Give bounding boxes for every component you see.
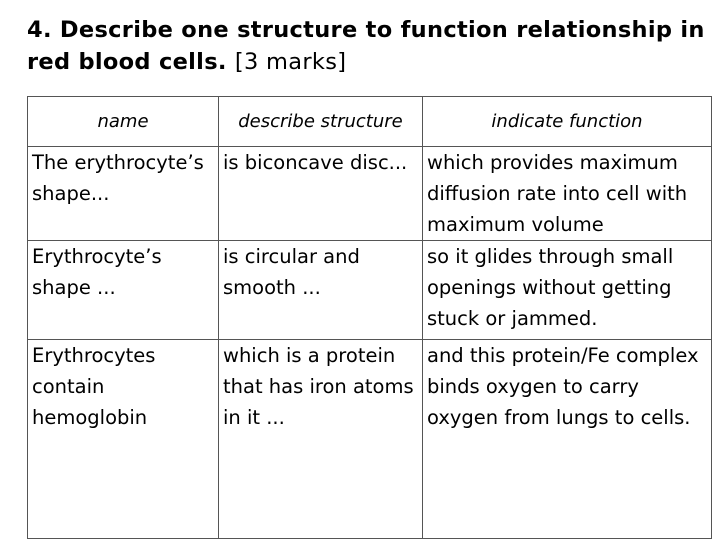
cell-function: which provides maximum diffusion rate into cell with maximum volume bbox=[423, 147, 712, 241]
cell-function: so it glides through small openings without getting stuck or jammed. bbox=[423, 241, 712, 340]
header-name: name bbox=[28, 97, 219, 147]
table-row bbox=[28, 241, 712, 340]
cell-name: Erythrocyte’s shape ... bbox=[28, 241, 219, 340]
cell-structure: which is a protein that has iron atoms in it ... bbox=[219, 340, 423, 539]
cell-structure: is circular and smooth ... bbox=[219, 241, 423, 340]
header-indicate-function: indicate function bbox=[423, 97, 712, 147]
structure-function-table bbox=[27, 96, 712, 539]
cell-name: Erythrocytes contain hemoglobin bbox=[28, 340, 219, 539]
cell-function: and this protein/Fe complex binds oxygen to carry oxygen from lungs to cells. bbox=[423, 340, 712, 539]
cell-structure: is biconcave disc... bbox=[219, 147, 423, 241]
question-marks: [3 marks] bbox=[234, 49, 347, 75]
table-header-row bbox=[28, 97, 712, 147]
question-heading bbox=[27, 14, 717, 78]
header-describe-structure: describe structure bbox=[219, 97, 423, 147]
table-row bbox=[28, 340, 712, 539]
question-title: 4. Describe one structure to function relationship in red blood cells. bbox=[27, 17, 705, 75]
cell-name: The erythrocyte’s shape... bbox=[28, 147, 219, 241]
table-row bbox=[28, 147, 712, 241]
